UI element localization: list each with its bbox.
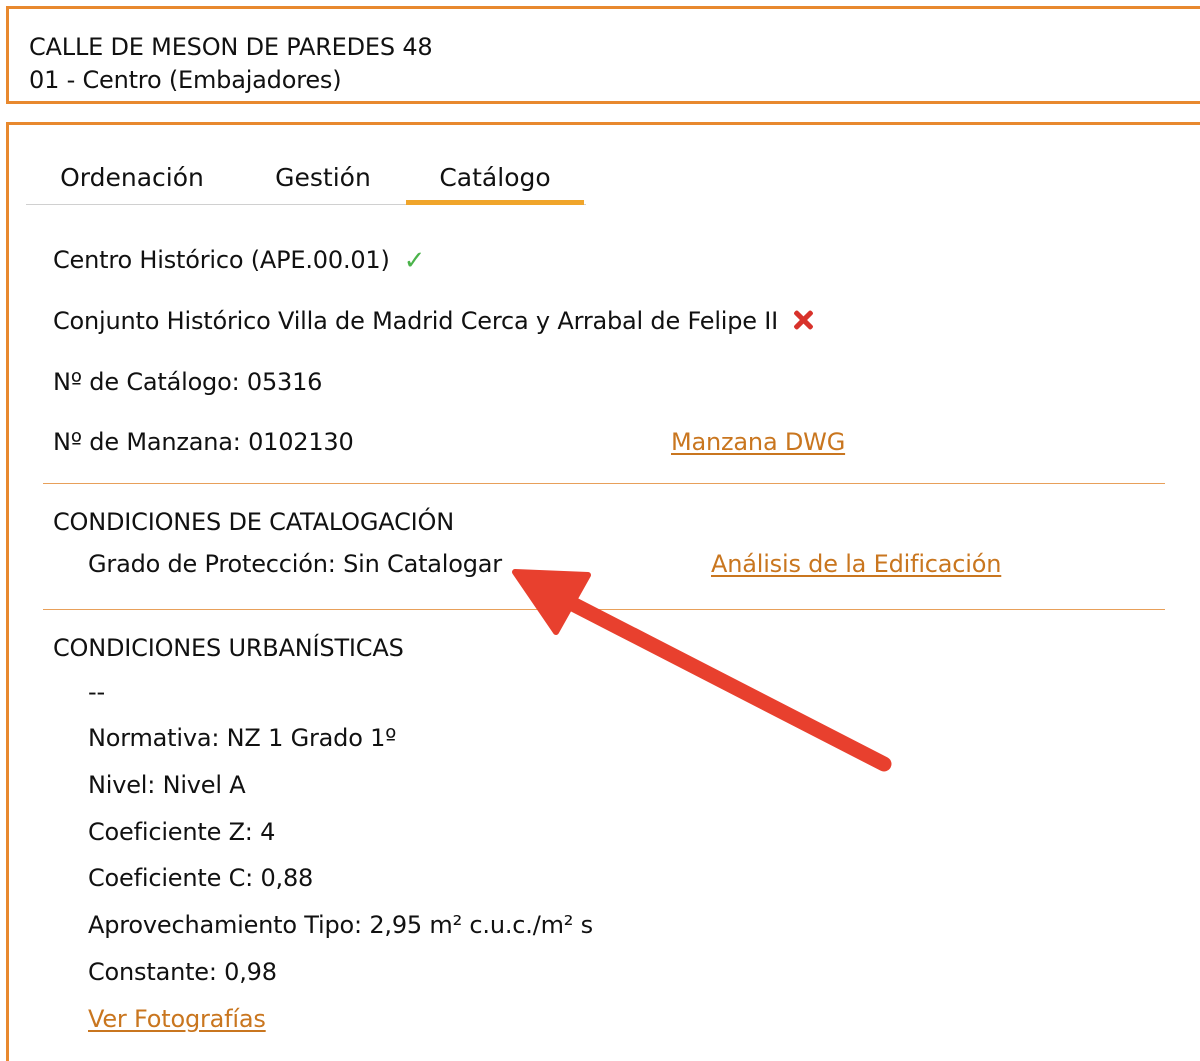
conjunto-historico-label: Conjunto Histórico Villa de Madrid Cerca y Arrabal de Felipe II — [53, 307, 779, 335]
constante: Constante: 0,98 — [88, 958, 277, 986]
district-subtitle: 01 - Centro (Embajadores) — [29, 66, 342, 94]
centro-historico-label: Centro Histórico (APE.00.01) — [53, 246, 390, 274]
num-manzana: Nº de Manzana: 0102130 — [53, 428, 354, 456]
tab-catalogo[interactable]: Catálogo — [406, 160, 584, 205]
divider — [43, 609, 1165, 610]
cross-icon — [792, 309, 814, 331]
address-header — [6, 6, 1200, 104]
manzana-dwg-link-wrap — [671, 428, 845, 456]
ver-fotografias-link[interactable]: Ver Fotografías — [88, 1005, 266, 1033]
divider — [43, 483, 1165, 484]
analisis-link-wrap — [711, 550, 1001, 578]
tab-ordenacion[interactable]: Ordenación — [60, 163, 204, 192]
condiciones-catalogacion-heading: CONDICIONES DE CATALOGACIÓN — [53, 508, 454, 536]
nivel: Nivel: Nivel A — [88, 771, 246, 799]
num-catalogo: Nº de Catálogo: 05316 — [53, 368, 323, 396]
aprovechamiento-tipo: Aprovechamiento Tipo: 2,95 m² c.u.c./m² s — [88, 911, 593, 939]
analisis-edificacion-link[interactable]: Análisis de la Edificación — [711, 550, 1002, 578]
tab-gestion[interactable]: Gestión — [275, 163, 371, 192]
manzana-dwg-link[interactable]: Manzana DWG — [671, 428, 846, 456]
address-title: CALLE DE MESON DE PAREDES 48 — [29, 33, 433, 61]
tab-bar — [26, 160, 586, 205]
centro-historico-row — [53, 246, 425, 276]
ver-fotografias-wrap — [88, 1005, 266, 1033]
grado-proteccion: Grado de Protección: Sin Catalogar — [88, 550, 502, 578]
coeficiente-c: Coeficiente C: 0,88 — [88, 864, 314, 892]
coeficiente-z: Coeficiente Z: 4 — [88, 818, 276, 846]
normativa: Normativa: NZ 1 Grado 1º — [88, 724, 397, 752]
check-icon: ✓ — [403, 246, 426, 276]
condiciones-urbanisticas-heading: CONDICIONES URBANÍSTICAS — [53, 634, 404, 662]
urbanisticas-dash: -- — [88, 678, 105, 706]
conjunto-historico-row — [53, 307, 814, 335]
